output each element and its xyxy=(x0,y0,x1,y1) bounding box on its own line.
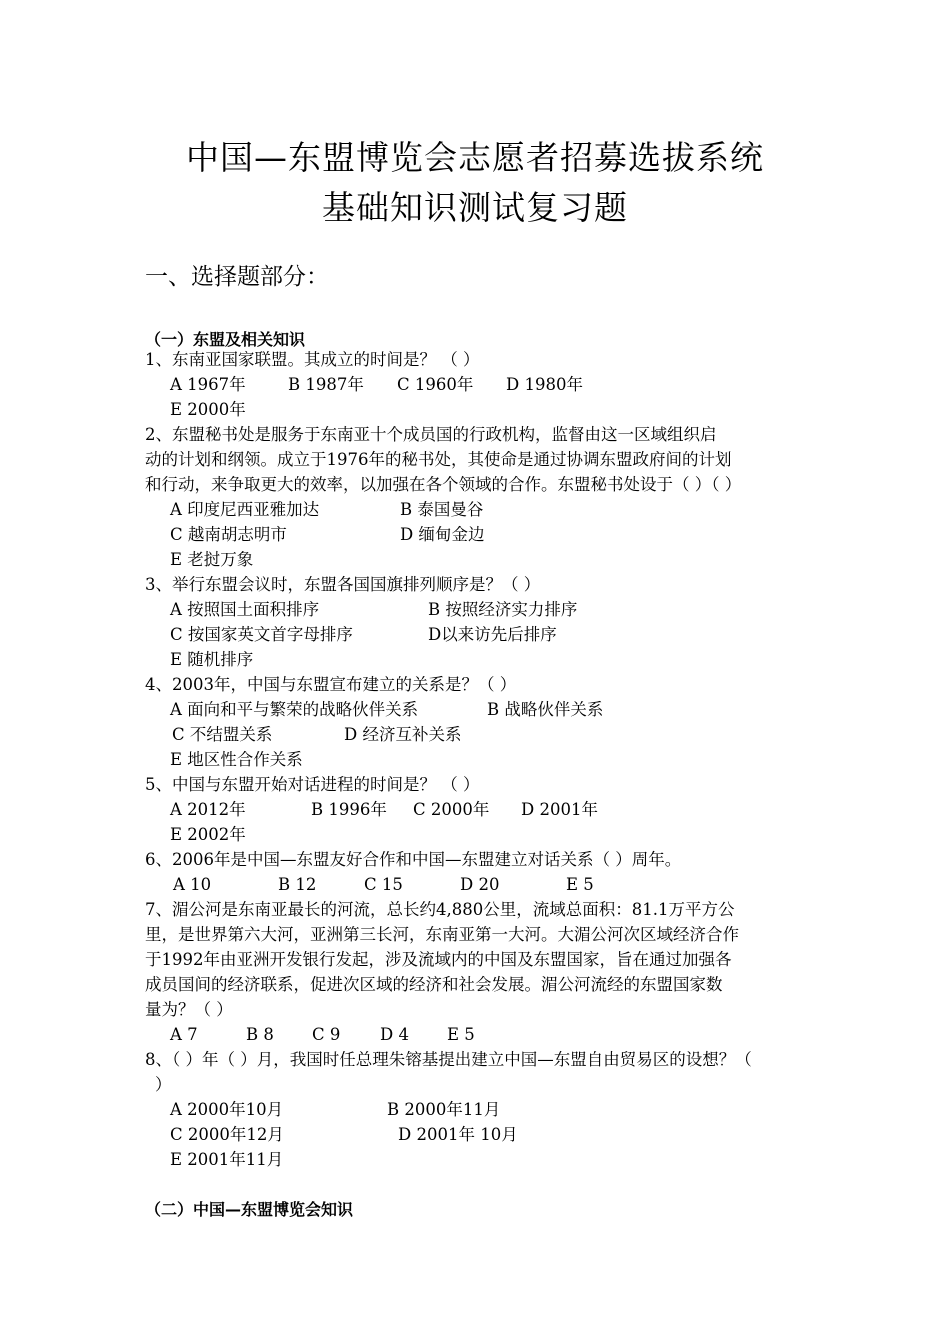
q3-option-a: A 按照国土面积排序 xyxy=(170,600,320,619)
q8-option-c: C 2000年12月 xyxy=(170,1125,284,1144)
question-7-line-4: 成员国间的经济联系，促进次区域的经济和社会发展。湄公河流经的东盟国家数 xyxy=(145,975,723,994)
question-1-stem: 1、东南亚国家联盟。其成立的时间是？ （ ） xyxy=(145,350,480,369)
document-subtitle: 基础知识测试复习题 xyxy=(322,188,628,227)
q5-option-d: D 2001年 xyxy=(521,800,598,819)
question-7-line-3: 于1992年由亚洲开发银行发起，涉及流域内的中国及东盟国家，旨在通过加强各 xyxy=(145,950,732,969)
q1-option-c: C 1960年 xyxy=(397,375,474,394)
question-2-line-2: 动的计划和纲领。成立于1976年的秘书处，其使命是通过协调东盟政府间的计划 xyxy=(145,450,732,469)
q8-option-b: B 2000年11月 xyxy=(387,1100,501,1119)
question-3-stem: 3、举行东盟会议时，东盟各国国旗排列顺序是？（ ） xyxy=(145,575,541,594)
question-5-stem: 5、中国与东盟开始对话进程的时间是？ （ ） xyxy=(145,775,480,794)
question-6-stem: 6、2006年是中国—东盟友好合作和中国—东盟建立对话关系（ ）周年。 xyxy=(145,850,682,869)
subsection-heading-asean: （一）东盟及相关知识 xyxy=(145,330,306,349)
q7-option-e: E 5 xyxy=(447,1025,475,1044)
q3-option-e: E 随机排序 xyxy=(170,650,254,669)
q5-option-c: C 2000年 xyxy=(413,800,490,819)
q6-option-b: B 12 xyxy=(278,875,317,894)
question-8-line-1: 8、（ ）年（ ）月，我国时任总理朱镕基提出建立中国—东盟自由贸易区的设想？（ xyxy=(145,1050,752,1069)
question-2-line-3: 和行动，来争取更大的效率，以加强在各个领域的合作。东盟秘书处设于（ ）（ ） xyxy=(145,475,742,494)
q6-option-e: E 5 xyxy=(566,875,594,894)
q4-option-e: E 地区性合作关系 xyxy=(170,750,303,769)
q2-option-d: D 缅甸金边 xyxy=(400,525,485,544)
q1-option-a: A 1967年 xyxy=(170,375,246,394)
q7-option-b: B 8 xyxy=(246,1025,274,1044)
q2-option-c: C 越南胡志明市 xyxy=(170,525,287,544)
q2-option-a: A 印度尼西亚雅加达 xyxy=(170,500,320,519)
q2-option-b: B 泰国曼谷 xyxy=(400,500,484,519)
question-7-line-2: 里，是世界第六大河，亚洲第三长河，东南亚第一大河。大湄公河次区域经济合作 xyxy=(145,925,739,944)
question-2-line-1: 2、东盟秘书处是服务于东南亚十个成员国的行政机构，监督由这一区域组织启 xyxy=(145,425,717,444)
q5-option-e: E 2002年 xyxy=(170,825,246,844)
q3-option-d: D以来访先后排序 xyxy=(428,625,557,644)
q6-option-c: C 15 xyxy=(364,875,403,894)
q4-option-b: B 战略伙伴关系 xyxy=(487,700,604,719)
question-7-line-5: 量为？（ ） xyxy=(145,1000,233,1019)
q5-option-a: A 2012年 xyxy=(170,800,246,819)
q7-option-a: A 7 xyxy=(170,1025,198,1044)
q6-option-a: A 10 xyxy=(173,875,212,894)
q1-option-d: D 1980年 xyxy=(506,375,583,394)
q8-option-d: D 2001年 10月 xyxy=(398,1125,518,1144)
q7-option-c: C 9 xyxy=(312,1025,341,1044)
q3-option-c: C 按国家英文首字母排序 xyxy=(170,625,353,644)
document-title: 中国—东盟博览会志愿者招募选拔系统 xyxy=(186,138,764,177)
q7-option-d: D 4 xyxy=(380,1025,409,1044)
question-7-line-1: 7、湄公河是东南亚最长的河流，总长约4,880公里，流域总面积：81.1万平方公 xyxy=(145,900,735,919)
q3-option-b: B 按照经济实力排序 xyxy=(428,600,578,619)
q8-option-a: A 2000年10月 xyxy=(170,1100,284,1119)
q6-option-d: D 20 xyxy=(460,875,500,894)
q2-option-e: E 老挝万象 xyxy=(170,550,254,569)
q1-option-e: E 2000年 xyxy=(170,400,246,419)
q1-option-b: B 1987年 xyxy=(288,375,364,394)
q4-option-c: C 不结盟关系 xyxy=(172,725,273,744)
question-8-line-2: ） xyxy=(155,1075,172,1094)
question-4-stem: 4、2003年，中国与东盟宣布建立的关系是？（ ） xyxy=(145,675,517,694)
q5-option-b: B 1996年 xyxy=(311,800,387,819)
section-heading-choice: 一、选择题部分： xyxy=(145,264,329,290)
q8-option-e: E 2001年11月 xyxy=(170,1150,284,1169)
subsection-heading-expo: （二）中国—东盟博览会知识 xyxy=(145,1200,354,1219)
q4-option-a: A 面向和平与繁荣的战略伙伴关系 xyxy=(170,700,419,719)
q4-option-d: D 经济互补关系 xyxy=(344,725,462,744)
